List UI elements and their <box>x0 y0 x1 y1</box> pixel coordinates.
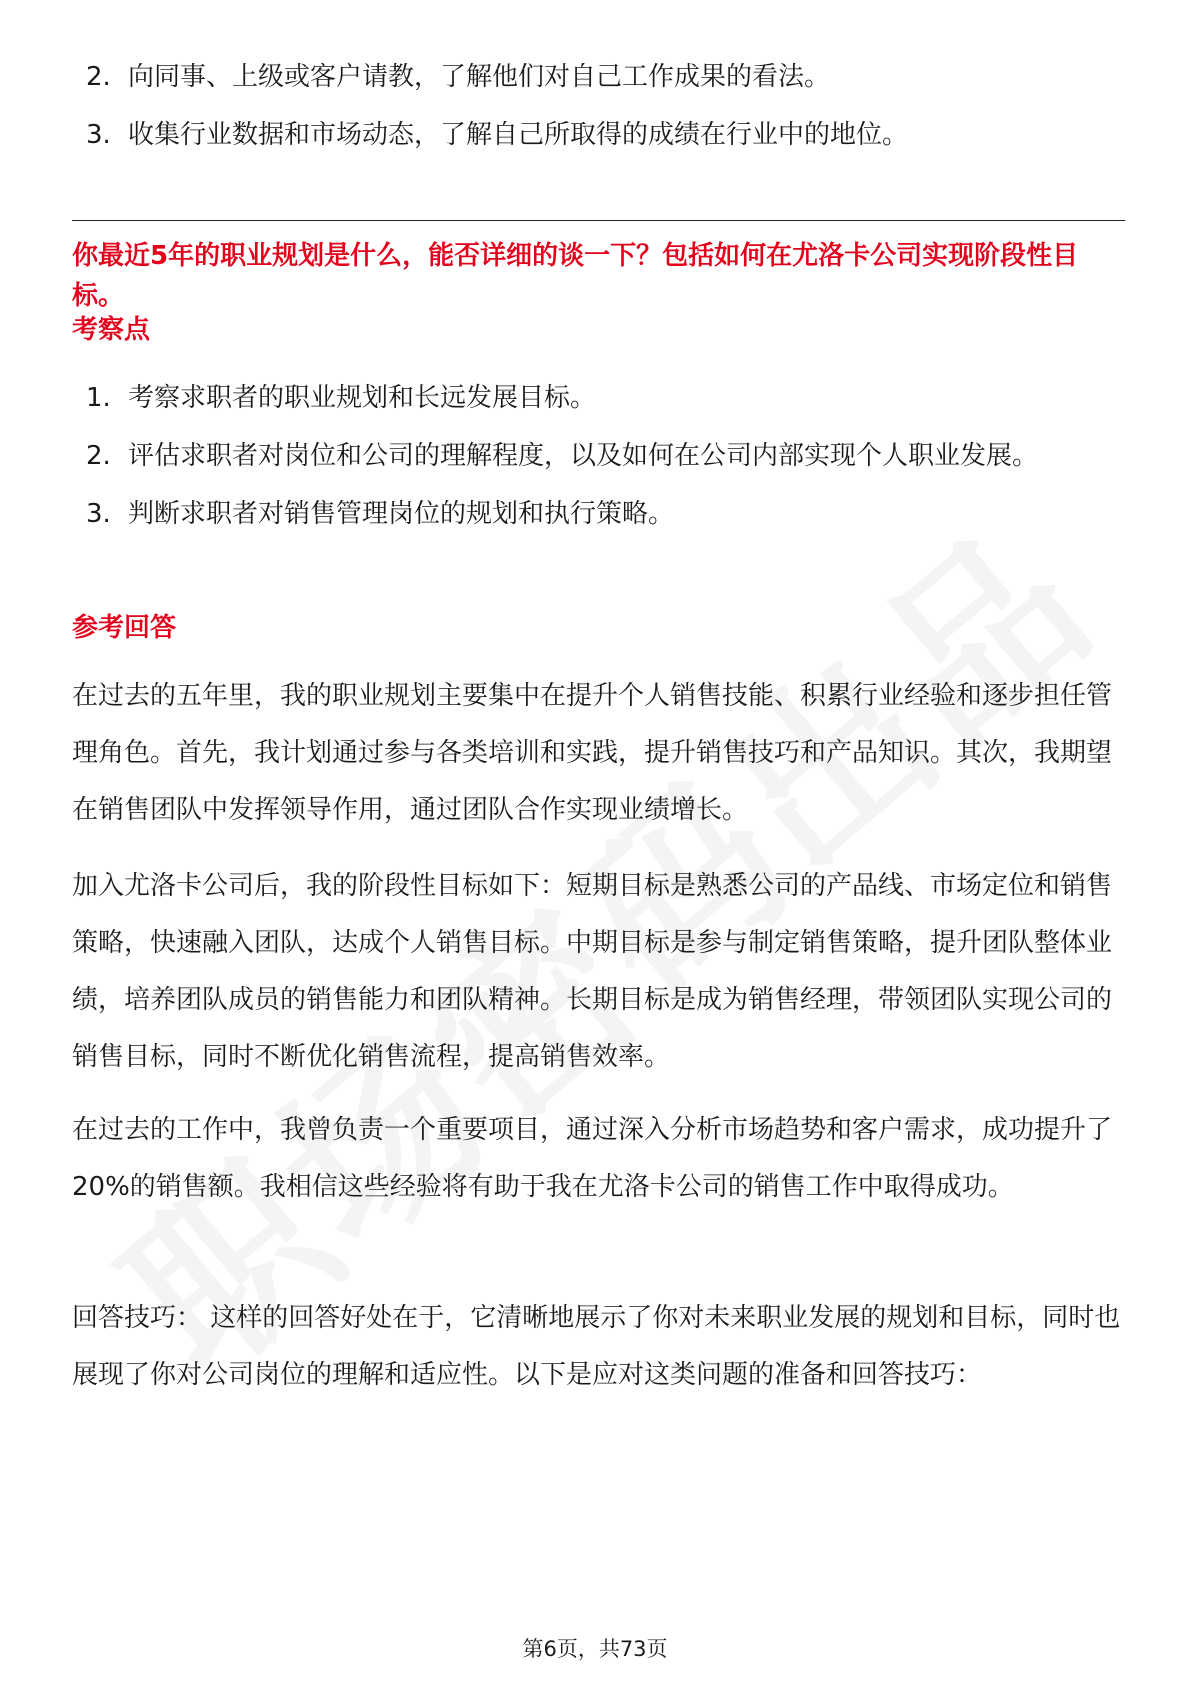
list-item <box>72 48 1122 106</box>
list-text: 向同事、上级或客户请教，了解他们对自己工作成果的看法。 <box>128 62 831 92</box>
section-divider <box>72 220 1125 221</box>
list-number: 3. <box>86 499 111 529</box>
list-item <box>72 485 1122 543</box>
list-item <box>72 427 1122 485</box>
list-text: 判断求职者对销售管理岗位的规划和执行策略。 <box>128 499 675 529</box>
question-title: 你最近5年的职业规划是什么，能否详细的谈一下？包括如何在尤洛卡公司实现阶段性目标。 <box>72 241 1079 311</box>
list-number: 1. <box>86 383 111 413</box>
answer-heading: 参考回答 <box>72 613 177 643</box>
page-number: 第6页，共73页 <box>522 1637 668 1661</box>
list-number: 2. <box>86 441 111 471</box>
answer-paragraph: 加入尤洛卡公司后，我的阶段性目标如下：短期目标是熟悉公司的产品线、市场定位和销售策略，快速融入团队，达成个人销售目标。中期目标是参与制定销售策略，提升团队整体业绩，培养团队成员的销售能力和团队精神。长期目标是成为销售经理，带领团队实现公司的销售目标，同时不断优化销售流程，提高销售效率。 <box>72 871 1113 1072</box>
list-item <box>72 106 1122 164</box>
examine-list <box>72 369 1122 543</box>
answer-paragraph: 在过去的五年里，我的职业规划主要集中在提升个人销售技能、积累行业经验和逐步担任管理角色。首先，我计划通过参与各类培训和实践，提升销售技巧和产品知识。其次，我期望在销售团队中发挥领导作用，通过团队合作实现业绩增长。 <box>72 681 1113 825</box>
answer-tips-paragraph: 回答技巧： 这样的回答好处在于，它清晰地展示了你对未来职业发展的规划和目标，同时也展现了你对公司岗位的理解和适应性。以下是应对这类问题的准备和回答技巧： <box>72 1303 1121 1390</box>
list-text: 收集行业数据和市场动态，了解自己所取得的成绩在行业中的地位。 <box>128 120 909 150</box>
answer-paragraph: 在过去的工作中，我曾负责一个重要项目，通过深入分析市场趋势和客户需求，成功提升了20%的销售额。我相信这些经验将有助于我在尤洛卡公司的销售工作中取得成功。 <box>72 1115 1113 1202</box>
top-list <box>72 48 1122 164</box>
list-text: 考察求职者的职业规划和长远发展目标。 <box>128 383 597 413</box>
list-number: 2. <box>86 62 111 92</box>
list-number: 3. <box>86 120 111 150</box>
list-item <box>72 369 1122 427</box>
examine-heading: 考察点 <box>72 315 151 345</box>
list-text: 评估求职者对岗位和公司的理解程度，以及如何在公司内部实现个人职业发展。 <box>128 441 1039 471</box>
